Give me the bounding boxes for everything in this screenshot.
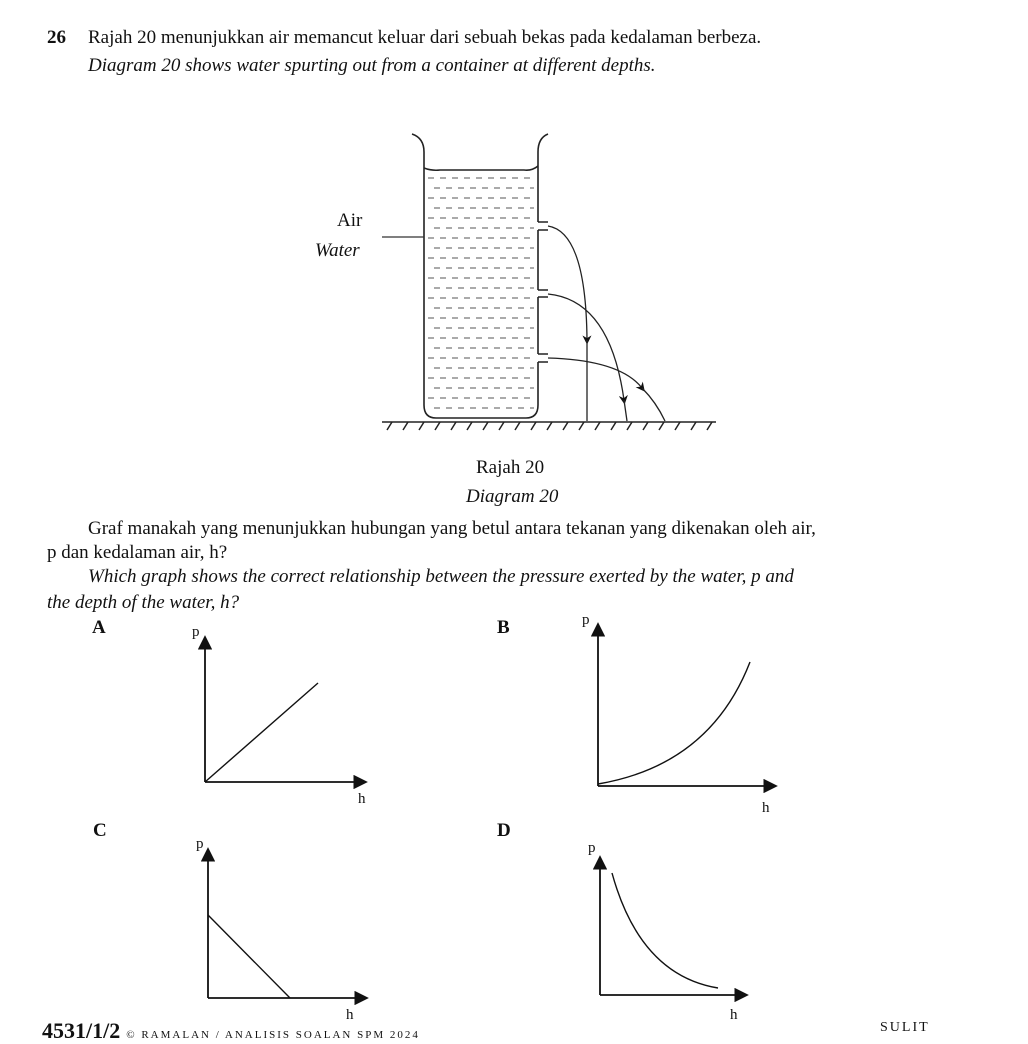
graph-c-y-label: p: [196, 836, 204, 852]
graph-d-y-label: p: [588, 840, 596, 856]
graph-b: [598, 625, 775, 786]
option-b-letter[interactable]: B: [497, 617, 510, 638]
graph-a-y-label: p: [192, 624, 200, 640]
graph-c: [208, 850, 366, 998]
question-stem-ms: Rajah 20 menunjukkan air memancut keluar dari sebuah bekas pada kedalaman berbeza.: [88, 27, 762, 48]
graph-d: [600, 858, 746, 995]
label-water: Water: [315, 240, 360, 261]
question-stem-en: Diagram 20 shows water spurting out from a container at different depths.: [88, 55, 656, 76]
graph-b-x-label: h: [762, 800, 770, 816]
water-dashes: [428, 178, 534, 408]
prompt-en-2: the depth of the water, h?: [47, 592, 240, 613]
graph-b-y-label: p: [582, 612, 590, 628]
graph-a: [205, 638, 365, 782]
prompt-en-1: Which graph shows the correct relationship between the pressure exerted by the water, p and: [88, 566, 794, 587]
question-number: 26: [47, 27, 66, 48]
option-c-letter[interactable]: C: [93, 820, 107, 841]
footer-source: © RAMALAN / ANALISIS SOALAN SPM 2024: [126, 1029, 420, 1041]
option-a-letter[interactable]: A: [92, 617, 106, 638]
graph-d-x-label: h: [730, 1007, 738, 1023]
water-jets: [548, 226, 665, 421]
caption-ms: Rajah 20: [476, 457, 545, 478]
graph-a-x-label: h: [358, 791, 366, 807]
footer-mark: SULIT: [880, 1020, 930, 1035]
footer-code: 4531/1/2: [42, 1018, 121, 1043]
label-air: Air: [337, 210, 363, 231]
prompt-ms-1: Graf manakah yang menunjukkan hubungan yang betul antara tekanan yang dikenakan oleh air,: [88, 518, 816, 539]
graph-c-x-label: h: [346, 1007, 354, 1023]
prompt-ms-2: p dan kedalaman air, h?: [47, 542, 228, 563]
ground: [382, 422, 716, 430]
container-outline: [412, 134, 548, 418]
footer: [42, 1018, 420, 1044]
caption-en: Diagram 20: [466, 486, 559, 507]
option-d-letter[interactable]: D: [497, 820, 511, 841]
